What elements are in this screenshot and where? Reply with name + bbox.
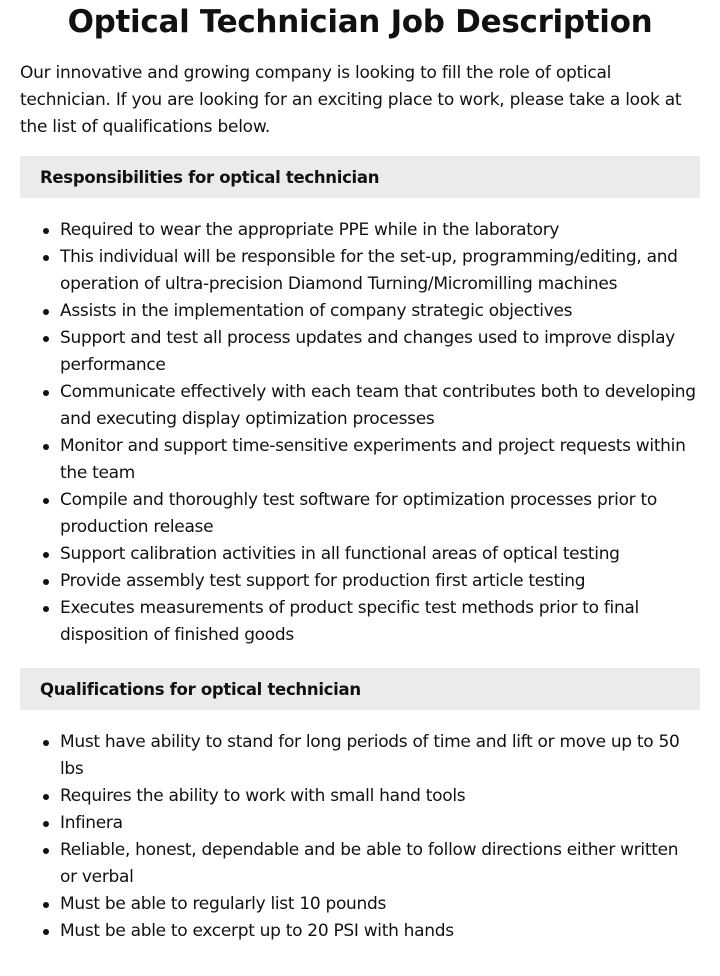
list-item: Support calibration activities in all functional areas of optical testing — [60, 541, 700, 568]
responsibilities-header: Responsibilities for optical technician — [20, 156, 700, 198]
list-item: Support and test all process updates and changes used to improve display performance — [60, 325, 700, 379]
list-item: Reliable, honest, dependable and be able to follow directions either written or verbal — [60, 837, 700, 891]
list-item: Monitor and support time-sensitive experiments and project requests within the team — [60, 433, 700, 487]
list-item: Must have ability to stand for long periods of time and lift or move up to 50 lbs — [60, 729, 700, 783]
page-title: Optical Technician Job Description — [67, 4, 653, 40]
list-item: Must be able to regularly list 10 pounds — [60, 891, 700, 918]
list-item: Required to wear the appropriate PPE while in the laboratory — [60, 217, 700, 244]
list-item: Executes measurements of product specific test methods prior to final disposition of finished goods — [60, 595, 700, 649]
list-item: Infinera — [60, 810, 700, 837]
qualifications-list — [20, 729, 700, 945]
responsibilities-list — [20, 217, 700, 649]
list-item: Communicate effectively with each team that contributes both to developing and executing display optimization processes — [60, 379, 700, 433]
list-item: Compile and thoroughly test software for optimization processes prior to production release — [60, 487, 700, 541]
list-item: This individual will be responsible for the set-up, programming/editing, and operation of ultra-precision Diamond Turning/Micromilling machines — [60, 244, 700, 298]
list-item: Provide assembly test support for production first article testing — [60, 568, 700, 595]
intro-paragraph: Our innovative and growing company is looking to fill the role of optical technician. If you are looking for an exciting place to work, please take a look at the list of qualifications below. — [20, 63, 682, 137]
qualifications-header: Qualifications for optical technician — [20, 668, 700, 710]
list-item: Must be able to excerpt up to 20 PSI with hands — [60, 918, 700, 945]
list-item: Assists in the implementation of company strategic objectives — [60, 298, 700, 325]
list-item: Requires the ability to work with small hand tools — [60, 783, 700, 810]
